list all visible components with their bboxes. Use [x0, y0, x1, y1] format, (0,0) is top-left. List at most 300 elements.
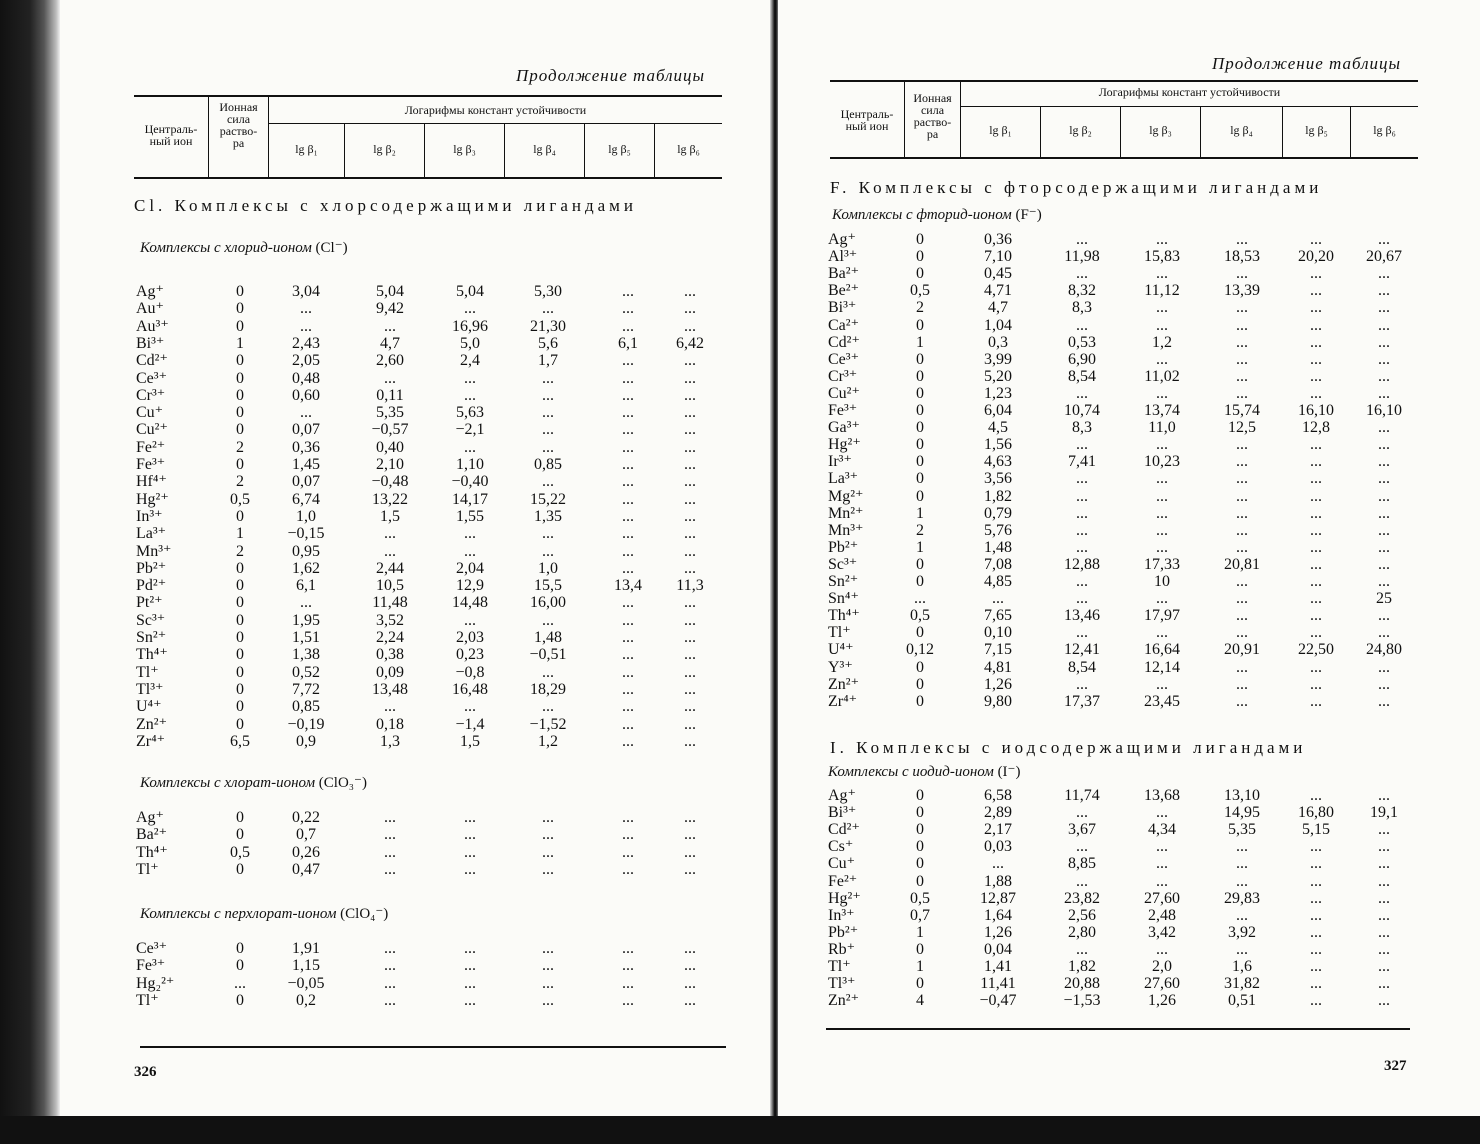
cell-lg-beta-1: 0,07 — [292, 473, 320, 491]
cell-lg-beta-5: ... — [622, 809, 634, 826]
cell-lg-beta-3: ... — [1156, 538, 1168, 556]
cell-lg-beta-3: ... — [464, 940, 476, 957]
cell-ionic-strength: 0 — [916, 872, 924, 890]
cell-ion: Tl⁺ — [136, 991, 159, 1009]
cell-lg-beta-2: 17,37 — [1064, 692, 1100, 710]
cell-ion: Ag⁺ — [828, 231, 856, 248]
cell-lg-beta-1: 0,26 — [292, 843, 320, 861]
cell-lg-beta-2: 10,74 — [1064, 402, 1100, 419]
cell-lg-beta-1: 0,48 — [292, 369, 320, 387]
cell-lg-beta-6: ... — [684, 542, 696, 560]
cell-ionic-strength: 0 — [236, 957, 244, 975]
cell-lg-beta-2: −0,57 — [371, 421, 409, 439]
cell-ionic-strength: 0 — [916, 838, 924, 856]
cell-ionic-strength: 0 — [916, 675, 924, 693]
cell-lg-beta-1: 1,64 — [984, 906, 1012, 924]
cell-lg-beta-5: ... — [622, 369, 634, 387]
cell-lg-beta-4: ... — [542, 369, 554, 387]
cell-lg-beta-1: 1,95 — [292, 611, 320, 629]
cell-ion: U⁴⁺ — [136, 698, 162, 716]
cell-lg-beta-4: ... — [1236, 436, 1248, 454]
cell-lg-beta-2: ... — [384, 991, 396, 1009]
cell-lg-beta-5: ... — [1310, 675, 1322, 693]
cell-lg-beta-3: 13,74 — [1144, 402, 1180, 419]
cell-lg-beta-6: ... — [1378, 367, 1390, 385]
cell-lg-beta-4: 15,22 — [530, 490, 566, 508]
cell-lg-beta-5: ... — [622, 663, 634, 681]
cell-lg-beta-1: 0,10 — [984, 624, 1012, 642]
cell-lg-beta-4: 20,91 — [1224, 641, 1260, 659]
cell-lg-beta-6: ... — [684, 317, 696, 335]
subtitle-perchlorate: Комплексы с перхлорат-ионом (ClO₄⁻) — [140, 906, 389, 922]
cell-ionic-strength: 0 — [236, 300, 244, 318]
cell-lg-beta-5: ... — [1310, 265, 1322, 283]
cell-lg-beta-2: ... — [384, 698, 396, 716]
cell-lg-beta-5: ... — [622, 542, 634, 560]
cell-lg-beta-5: 6,1 — [618, 334, 638, 352]
cell-lg-beta-1: 0,52 — [292, 663, 320, 681]
cell-lg-beta-3: ... — [1156, 940, 1168, 958]
cell-lg-beta-5: 5,15 — [1302, 821, 1330, 839]
cell-lg-beta-3: ... — [1156, 436, 1168, 454]
cell-lg-beta-1: ... — [300, 404, 312, 422]
cell-lg-beta-2: ... — [384, 826, 396, 844]
cell-lg-beta-2: 8,3 — [1072, 299, 1092, 317]
cell-ionic-strength: 0 — [916, 975, 924, 993]
cell-ionic-strength: 0 — [916, 248, 924, 266]
cell-ionic-strength: 2 — [236, 473, 244, 491]
cell-ion: Mn²⁺ — [828, 504, 864, 522]
cell-lg-beta-3: −1,4 — [455, 715, 485, 733]
cell-lg-beta-2: ... — [1076, 675, 1088, 693]
cell-lg-beta-4: 5,30 — [534, 283, 562, 300]
cell-ion: Hg²⁺ — [828, 889, 861, 907]
cell-lg-beta-1: 0,2 — [296, 991, 316, 1009]
cell-lg-beta-2: 1,82 — [1068, 958, 1096, 975]
header-lg-b2: lg β₂ — [1069, 123, 1092, 137]
header-lg-b3: lg β₃ — [453, 142, 476, 156]
cell-lg-beta-3: ... — [1156, 504, 1168, 522]
cell-ion: Ir³⁺ — [828, 453, 852, 471]
cell-lg-beta-4: ... — [542, 386, 554, 404]
cell-lg-beta-2: ... — [1076, 487, 1088, 505]
cell-lg-beta-2: ... — [384, 542, 396, 560]
cell-lg-beta-4: 13,39 — [1224, 282, 1260, 300]
cell-lg-beta-2: 0,40 — [376, 438, 404, 456]
cell-ionic-strength: 0 — [916, 350, 924, 368]
cell-lg-beta-2: ... — [384, 843, 396, 861]
cell-lg-beta-2: ... — [384, 974, 396, 992]
cell-ion: Bi³⁺ — [136, 334, 165, 352]
cell-lg-beta-3: 14,17 — [452, 490, 488, 508]
cell-lg-beta-3: ... — [464, 611, 476, 629]
cell-lg-beta-2: 23,82 — [1064, 889, 1100, 907]
cell-lg-beta-4: 18,53 — [1224, 248, 1260, 266]
cell-lg-beta-3: 17,33 — [1144, 555, 1180, 573]
cell-ionic-strength: 0 — [916, 402, 924, 419]
cell-ionic-strength: 0 — [236, 369, 244, 387]
cell-lg-beta-3: ... — [464, 974, 476, 992]
cell-lg-beta-4: −1,52 — [529, 715, 567, 733]
cell-lg-beta-5: ... — [1310, 436, 1322, 454]
cell-lg-beta-4: 20,81 — [1224, 555, 1260, 573]
cell-lg-beta-5: ... — [1310, 958, 1322, 975]
cell-lg-beta-6: ... — [684, 732, 696, 750]
cell-lg-beta-4: 15,74 — [1224, 402, 1260, 419]
cell-ion: Hg²⁺ — [136, 490, 169, 508]
cell-lg-beta-1: 0,60 — [292, 386, 320, 404]
cell-lg-beta-2: 8,54 — [1068, 658, 1096, 676]
cell-lg-beta-2: 1,3 — [380, 732, 400, 750]
cell-lg-beta-3: 13,68 — [1144, 787, 1180, 804]
cell-lg-beta-2: 2,56 — [1068, 906, 1096, 924]
cell-lg-beta-6: ... — [1378, 975, 1390, 993]
cell-ion: Mn³⁺ — [136, 542, 172, 560]
cell-ion: Cd²⁺ — [136, 352, 168, 370]
cell-lg-beta-2: 9,42 — [376, 300, 404, 318]
cell-lg-beta-4: ... — [1236, 590, 1248, 608]
cell-lg-beta-3: −0,8 — [455, 663, 485, 681]
header-ionic-strength: Ионная сила раство- ра — [913, 91, 952, 141]
cell-ion: Sn²⁺ — [136, 629, 167, 646]
cell-ionic-strength: 0 — [916, 453, 924, 471]
cell-lg-beta-1: 6,04 — [984, 402, 1012, 419]
cell-ion: Tl⁺ — [828, 624, 851, 642]
cell-lg-beta-5: ... — [622, 421, 634, 439]
cell-lg-beta-5: ... — [622, 317, 634, 335]
cell-ionic-strength: 0 — [236, 680, 244, 698]
cell-ionic-strength: 1 — [916, 958, 924, 975]
cell-lg-beta-6: ... — [1378, 384, 1390, 402]
cell-lg-beta-5: ... — [1310, 787, 1322, 804]
cell-lg-beta-2: 2,60 — [376, 352, 404, 370]
cell-lg-beta-4: ... — [1236, 231, 1248, 248]
cell-lg-beta-4: ... — [1236, 624, 1248, 642]
cell-ionic-strength: 0,5 — [910, 607, 930, 625]
cell-lg-beta-4: 0,51 — [1228, 992, 1256, 1010]
cell-lg-beta-2: 0,11 — [376, 386, 404, 404]
cell-ionic-strength: 2 — [236, 542, 244, 560]
cell-lg-beta-6: ... — [1378, 838, 1390, 856]
cell-lg-beta-6: ... — [1378, 470, 1390, 488]
cell-lg-beta-1: 4,85 — [984, 573, 1012, 590]
cell-lg-beta-6: ... — [1378, 350, 1390, 368]
cell-lg-beta-1: 1,26 — [984, 675, 1012, 693]
cell-lg-beta-5: ... — [622, 860, 634, 878]
cell-lg-beta-4: ... — [1236, 538, 1248, 556]
cell-lg-beta-6: ... — [1378, 265, 1390, 283]
cell-lg-beta-2: 20,88 — [1064, 975, 1100, 993]
cell-lg-beta-2: ... — [1076, 504, 1088, 522]
cell-lg-beta-6: ... — [684, 369, 696, 387]
cell-lg-beta-4: 1,48 — [534, 629, 562, 646]
cell-lg-beta-3: 0,23 — [456, 646, 484, 664]
cell-lg-beta-4: −0,51 — [529, 646, 567, 664]
cell-lg-beta-4: 1,2 — [538, 732, 558, 750]
cell-lg-beta-6: 6,42 — [676, 334, 704, 352]
cell-lg-beta-4: ... — [542, 473, 554, 491]
left-edge-shadow — [0, 0, 60, 1144]
cell-lg-beta-6: ... — [684, 352, 696, 370]
cell-lg-beta-2: 8,54 — [1068, 367, 1096, 385]
cell-lg-beta-3: 1,10 — [456, 456, 484, 473]
cell-lg-beta-6: ... — [1378, 940, 1390, 958]
cell-lg-beta-2: −0,48 — [371, 473, 409, 491]
cell-lg-beta-6: ... — [684, 680, 696, 698]
cell-ionic-strength: 0 — [236, 629, 244, 646]
cell-lg-beta-3: 4,34 — [1148, 821, 1176, 839]
cell-lg-beta-5: ... — [1310, 487, 1322, 505]
cell-ionic-strength: 0 — [236, 352, 244, 370]
cell-ion: Ag⁺ — [828, 787, 856, 804]
cell-lg-beta-1: ... — [300, 317, 312, 335]
cell-lg-beta-1: 2,17 — [984, 821, 1012, 839]
cell-lg-beta-6: ... — [684, 646, 696, 664]
cell-lg-beta-6: ... — [684, 594, 696, 612]
cell-lg-beta-4: ... — [1236, 906, 1248, 924]
cell-lg-beta-1: 0,95 — [292, 542, 320, 560]
cell-ion: La³⁺ — [136, 525, 167, 543]
cell-lg-beta-3: 11,0 — [1148, 419, 1176, 437]
cell-lg-beta-5: ... — [1310, 975, 1322, 993]
cell-ion: Th⁴⁺ — [136, 843, 168, 861]
cell-lg-beta-6: ... — [684, 826, 696, 844]
cell-lg-beta-6: ... — [684, 663, 696, 681]
cell-lg-beta-5: ... — [1310, 855, 1322, 873]
cell-lg-beta-3: ... — [464, 438, 476, 456]
cell-lg-beta-1: 1,88 — [984, 872, 1012, 890]
cell-ion: Ag⁺ — [136, 283, 164, 300]
cell-lg-beta-2: 8,32 — [1068, 282, 1096, 300]
header-central-ion: Централь- ный ион — [840, 107, 894, 133]
cell-lg-beta-3: ... — [1156, 624, 1168, 642]
cell-ion: Zr⁴⁺ — [828, 692, 858, 710]
cell-lg-beta-2: ... — [1076, 436, 1088, 454]
cell-lg-beta-5: ... — [622, 843, 634, 861]
cell-ion: Sc³⁺ — [828, 555, 858, 573]
cell-lg-beta-4: ... — [1236, 692, 1248, 710]
header-central-ion: Централь- ный ион — [144, 122, 198, 148]
cell-lg-beta-4: ... — [1236, 350, 1248, 368]
cell-lg-beta-1: 1,82 — [984, 487, 1012, 505]
cell-ionic-strength: 0 — [916, 470, 924, 488]
cell-ion: Pb²⁺ — [136, 559, 167, 577]
cell-lg-beta-2: ... — [384, 940, 396, 957]
cell-lg-beta-1: 2,05 — [292, 352, 320, 370]
cell-ionic-strength: 0 — [916, 692, 924, 710]
cell-lg-beta-5: ... — [1310, 692, 1322, 710]
cell-ion: Zn²⁺ — [136, 715, 168, 733]
cell-lg-beta-6: ... — [684, 715, 696, 733]
cell-lg-beta-1: ... — [300, 300, 312, 318]
cell-ionic-strength: 0,5 — [230, 490, 250, 508]
cell-lg-beta-6: ... — [1378, 787, 1390, 804]
cell-lg-beta-4: ... — [542, 843, 554, 861]
header-ionic-strength: Ионная сила раство- ра — [219, 100, 258, 150]
cell-lg-beta-5: ... — [1310, 838, 1322, 856]
cell-lg-beta-2: 13,48 — [372, 680, 408, 698]
cell-lg-beta-1: 1,04 — [984, 316, 1012, 334]
cell-lg-beta-1: 4,7 — [988, 299, 1008, 317]
cell-lg-beta-2: ... — [384, 809, 396, 826]
cell-lg-beta-5: ... — [1310, 624, 1322, 642]
header-lg-b6: lg β₆ — [677, 142, 700, 156]
cell-lg-beta-4: ... — [542, 421, 554, 439]
cell-lg-beta-5: ... — [622, 826, 634, 844]
cell-lg-beta-5: ... — [1310, 453, 1322, 471]
cell-lg-beta-5: ... — [1310, 504, 1322, 522]
continuation-label: Продолжение таблицы — [1212, 54, 1402, 73]
cell-lg-beta-6: ... — [1378, 316, 1390, 334]
cell-lg-beta-4: 18,29 — [530, 680, 566, 698]
cell-ion: Pd²⁺ — [136, 577, 167, 595]
cell-lg-beta-5: ... — [622, 732, 634, 750]
cell-lg-beta-5: ... — [1310, 889, 1322, 907]
cell-ionic-strength: 1 — [236, 334, 244, 352]
cell-lg-beta-6: 24,80 — [1366, 641, 1402, 659]
cell-lg-beta-6: ... — [684, 843, 696, 861]
cell-ion: Cu²⁺ — [136, 421, 168, 439]
cell-ionic-strength: 0 — [236, 317, 244, 335]
cell-ionic-strength: 0 — [236, 860, 244, 878]
cell-ion: U⁴⁺ — [828, 641, 854, 659]
cell-ion: Au⁺ — [136, 300, 164, 318]
cell-lg-beta-2: 4,7 — [380, 334, 400, 352]
cell-ion: In³⁺ — [136, 507, 163, 525]
table-header — [830, 80, 1418, 160]
cell-lg-beta-5: ... — [1310, 906, 1322, 924]
cell-lg-beta-3: 5,63 — [456, 404, 484, 422]
cell-lg-beta-1: ... — [300, 594, 312, 612]
header-lg-b2: lg β₂ — [373, 142, 396, 156]
cell-ionic-strength: ... — [234, 974, 246, 992]
cell-lg-beta-1: 7,65 — [984, 607, 1012, 625]
cell-lg-beta-6: ... — [1378, 453, 1390, 471]
cell-lg-beta-6: ... — [1378, 992, 1390, 1010]
cell-lg-beta-1: 3,56 — [984, 470, 1012, 488]
cell-lg-beta-5: 20,20 — [1298, 248, 1334, 266]
cell-lg-beta-4: ... — [1236, 487, 1248, 505]
cell-lg-beta-3: ... — [464, 843, 476, 861]
cell-ionic-strength: 4 — [916, 992, 924, 1010]
cell-lg-beta-2: 7,41 — [1068, 453, 1096, 471]
cell-ion: La³⁺ — [828, 470, 859, 488]
cell-lg-beta-3: ... — [1156, 521, 1168, 539]
cell-lg-beta-3: ... — [464, 369, 476, 387]
header-log-constants: Логарифмы констант устойчивости — [1098, 85, 1281, 99]
cell-lg-beta-2: 1,5 — [380, 507, 400, 525]
cell-lg-beta-3: 23,45 — [1144, 692, 1180, 710]
cell-lg-beta-5: ... — [622, 940, 634, 957]
cell-lg-beta-6: ... — [1378, 573, 1390, 590]
cell-ionic-strength: 0 — [916, 624, 924, 642]
cell-lg-beta-6: ... — [684, 629, 696, 646]
cell-lg-beta-4: 21,30 — [530, 317, 566, 335]
cell-lg-beta-5: ... — [622, 594, 634, 612]
cell-lg-beta-5: ... — [622, 473, 634, 491]
cell-lg-beta-3: ... — [464, 300, 476, 318]
cell-lg-beta-2: 2,44 — [376, 559, 404, 577]
cell-ion: Y³⁺ — [828, 658, 853, 676]
cell-lg-beta-3: −0,40 — [451, 473, 489, 491]
cell-ion: Cr³⁺ — [828, 367, 858, 385]
cell-lg-beta-6: 20,67 — [1366, 248, 1402, 266]
cell-lg-beta-6: ... — [1378, 436, 1390, 454]
cell-lg-beta-4: 14,95 — [1224, 804, 1260, 822]
cell-lg-beta-2: −1,53 — [1063, 992, 1101, 1010]
cell-ionic-strength: 0 — [916, 940, 924, 958]
cell-lg-beta-2: 3,67 — [1068, 821, 1096, 839]
cell-lg-beta-1: 7,15 — [984, 641, 1012, 659]
cell-lg-beta-5: ... — [622, 352, 634, 370]
cell-lg-beta-2: 8,85 — [1068, 855, 1096, 873]
cell-ion: Ba²⁺ — [828, 265, 860, 283]
cell-ion: Hf⁴⁺ — [136, 473, 167, 491]
cell-ion: Pt²⁺ — [136, 594, 163, 612]
cell-lg-beta-2: ... — [1076, 521, 1088, 539]
cell-lg-beta-6: ... — [684, 860, 696, 878]
cell-lg-beta-4: 15,5 — [534, 577, 562, 595]
cell-lg-beta-1: 0,9 — [296, 732, 316, 750]
cell-lg-beta-1: 0,7 — [296, 826, 316, 844]
cell-lg-beta-2: 13,46 — [1064, 607, 1100, 625]
cell-ion: Zr⁴⁺ — [136, 732, 166, 750]
cell-lg-beta-3: ... — [464, 525, 476, 543]
cell-lg-beta-5: ... — [1310, 590, 1322, 608]
cell-ion: Cd²⁺ — [828, 333, 860, 351]
cell-lg-beta-4: 1,7 — [538, 352, 558, 370]
cell-lg-beta-5: ... — [1310, 992, 1322, 1010]
cell-lg-beta-1: −0,47 — [979, 992, 1017, 1010]
cell-lg-beta-4: 3,92 — [1228, 923, 1256, 941]
cell-lg-beta-3: 12,14 — [1144, 658, 1180, 676]
subtitle-fluoride: Комплексы с фторид-ионом (F⁻) — [832, 207, 1042, 223]
cell-ionic-strength: 1 — [916, 538, 924, 556]
cell-ion: Cu⁺ — [828, 855, 856, 873]
cell-lg-beta-1: 7,72 — [292, 680, 320, 698]
cell-lg-beta-2: 5,04 — [376, 283, 404, 300]
cell-lg-beta-4: ... — [1236, 838, 1248, 856]
cell-lg-beta-5: 13,4 — [614, 577, 642, 595]
cell-lg-beta-1: 0,22 — [292, 809, 320, 826]
cell-lg-beta-6: ... — [684, 438, 696, 456]
cell-ionic-strength: 0 — [236, 456, 244, 473]
cell-lg-beta-1: 5,20 — [984, 367, 1012, 385]
page-326 — [60, 0, 772, 1120]
cell-lg-beta-3: ... — [1156, 299, 1168, 317]
cell-lg-beta-1: −0,15 — [287, 525, 325, 543]
cell-lg-beta-6: ... — [684, 559, 696, 577]
page-327 — [778, 0, 1480, 1120]
cell-ion: Th⁴⁺ — [136, 646, 168, 664]
cell-lg-beta-6: ... — [1378, 923, 1390, 941]
cell-lg-beta-2: 11,48 — [372, 594, 408, 612]
cell-lg-beta-1: 0,36 — [292, 438, 320, 456]
cell-lg-beta-1: ... — [992, 855, 1004, 873]
subtitle-chlorate: Комплексы с хлорат-ионом (ClO₃⁻) — [140, 775, 367, 791]
cell-lg-beta-6: ... — [684, 991, 696, 1009]
cell-ion: Pb²⁺ — [828, 538, 859, 556]
cell-ion: Ce³⁺ — [136, 940, 168, 957]
cell-lg-beta-6: ... — [1378, 889, 1390, 907]
cell-lg-beta-6: ... — [1378, 855, 1390, 873]
cell-lg-beta-6: ... — [1378, 821, 1390, 839]
cell-lg-beta-5: ... — [622, 490, 634, 508]
cell-ionic-strength: 0 — [236, 559, 244, 577]
cell-lg-beta-2: 6,90 — [1068, 350, 1096, 368]
cell-lg-beta-5: ... — [1310, 470, 1322, 488]
cell-lg-beta-4: 0,85 — [534, 456, 562, 473]
